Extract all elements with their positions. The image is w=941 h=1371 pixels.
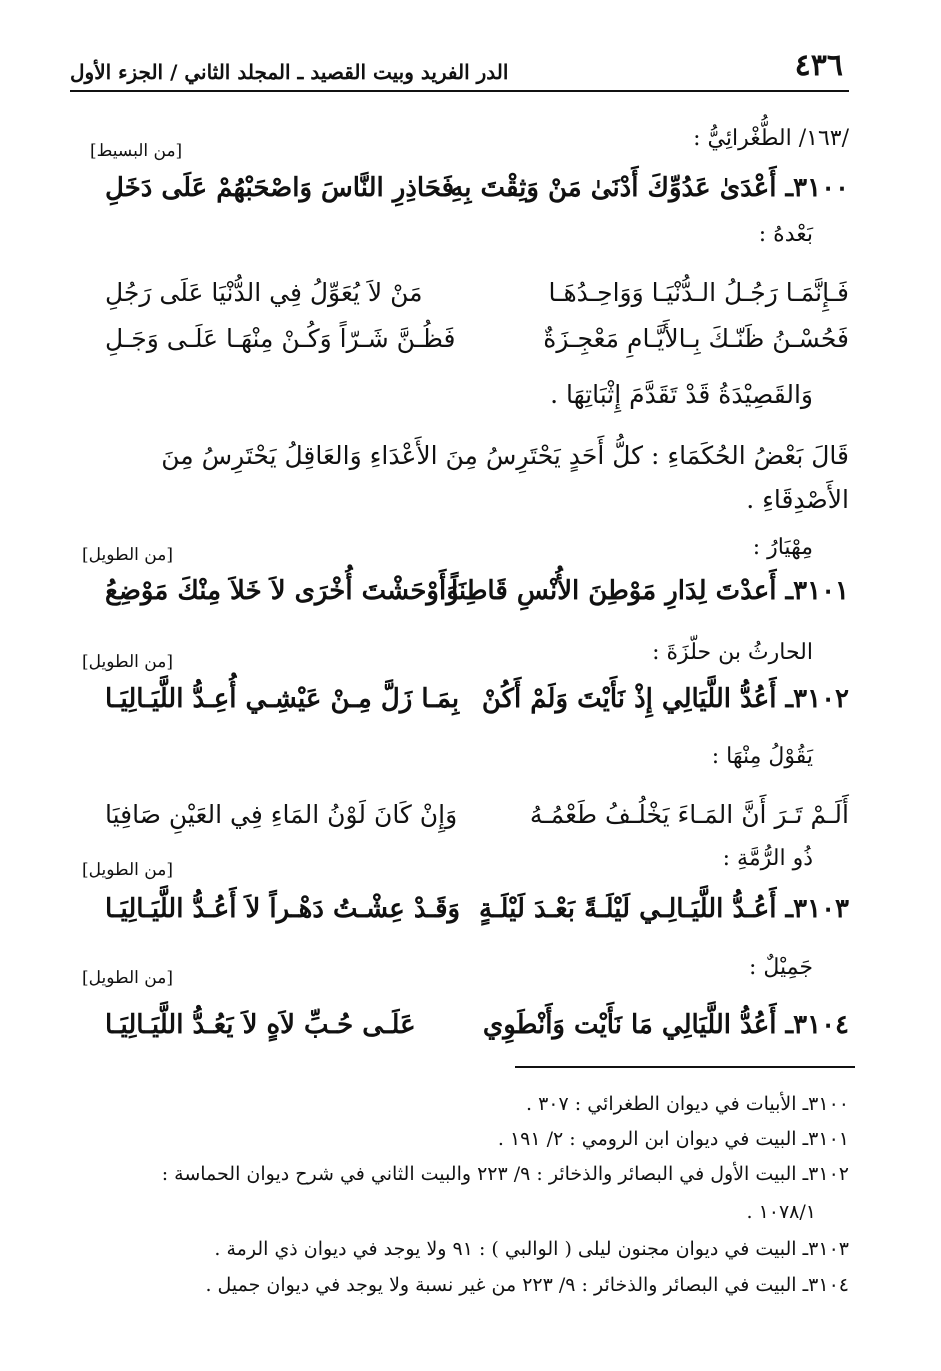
poet-name: جَمِيْلٌ :	[748, 955, 813, 980]
couplet-left: وَإِنْ كَانَ لَوْنُ المَاءِ فِي العَيْنِ صَافِيَا	[105, 800, 458, 829]
footnote: ٣١٠٣ـ البيت في ديوان مجنون ليلى ( الوالبي ) : ٩١ ولا يوجد في ديوان ذي الرمة .	[214, 1238, 849, 1260]
couplet-left: مَنْ لاَ يُعَوِّلُ فِي الدُّنْيَا عَلَى رَجُلِ	[105, 278, 423, 307]
meter-label: [من الطويل]	[82, 652, 173, 672]
couplet-right: فَحُسْـنُ ظَنّـكَ بِـالأَيَّـامِ مَعْجِـزَةٌ	[543, 324, 849, 353]
footnote-divider	[515, 1066, 855, 1068]
verse-right-hemistich: ٣١٠٠ـ أَعْدَىٰ عَدُوِّكَ أَدْنَىٰ مَنْ وَثِقْتَ بِهِ	[450, 173, 849, 203]
poet-name: مِهْيَارُ :	[752, 535, 813, 560]
meter-label: [من البسيط]	[90, 141, 183, 161]
verse-right-hemistich: ٣١٠٤ـ أَعُدُّ اللَّيَالِي مَا نَأَيْت وَأَنْطَوِي	[482, 1010, 849, 1040]
poet-name: /١٦٣/ الطُّغْرائِيُّ :	[693, 126, 849, 151]
verse-right-hemistich: ٣١٠٣ـ أَعُـدُّ اللَّيَـالِـي لَيْلَـةً بَعْـدَ لَيْلَـةٍ	[479, 894, 849, 924]
prose-line: قَالَ بَعْضُ الحُكَمَاءِ : كلُّ أَحَدٍ يَحْتَرِسُ مِنَ الأَعْدَاءِ وَالعَاقِلُ يَحْتَرِسُ مِنَ	[161, 441, 849, 470]
footnote-continuation: ١٠٧٨/١ .	[746, 1201, 816, 1223]
verse-left-hemistich: وَقَـدْ عِشْـتُ دَهْـراً لاَ أَعُـدُّ اللَّيَـالِيَـا	[105, 894, 461, 924]
verse-left-hemistich: وَأَوْحَشْتَ أُخْرَى لاَ خَلاَ مِنْكَ مَوْضِعُ	[105, 576, 459, 606]
meter-label: [من الطويل]	[82, 968, 173, 988]
poet-name: الحارثُ بن حلّزَةَ :	[652, 640, 813, 665]
page-number: ٤٣٦	[794, 48, 843, 83]
section-label: بَعْدهُ :	[758, 222, 813, 247]
verse-left-hemistich: عَلَـى حُـبِّ لاَهٍ لاَ يَعُـدُّ اللَّيَـالِيَـا	[105, 1010, 416, 1040]
footnote: ٣١٠٤ـ البيت في البصائر والذخائر : ٩/ ٢٢٣ من غير نسبة ولا يوجد في ديوان جميل .	[205, 1274, 849, 1296]
verse-left-hemistich: بِمَـا زَلَّ مِـنْ عَيْشِـي أُعِـدُّ اللَّيَـالِيَـا	[105, 684, 460, 714]
verse-right-hemistich: ٣١٠٢ـ أَعُدُّ اللَّيَالِي إِذْ نَأَيْتَ وَلَمْ أَكُنْ	[481, 684, 849, 714]
footnote: ٣١٠١ـ البيت في ديوان ابن الرومي : ٢/ ١٩١ .	[497, 1128, 849, 1150]
verse-right-hemistich: ٣١٠١ـ أَعدْتَ لِدَارِ مَوْطِنَ الأُنْسِ قَاطِنَاً	[450, 576, 849, 606]
running-title: الدر الفريد وبيت القصيد ـ المجلد الثاني / الجزء الأول	[70, 60, 509, 84]
verse-left-hemistich: فَحَاذِرِ النَّاسَ وَاصْحَبْهُمْ عَلَى دَخَلِ	[105, 173, 455, 203]
couplet-right: أَلَـمْ تَـرَ أَنَّ المَـاءَ يَخْلُـفُ طَعْمُـهُ	[529, 800, 849, 829]
couplet-left: فَظُـنَّ شَـرّاً وَكُـنْ مِنْهَـا عَلَـى وَجَـلِ	[105, 324, 456, 353]
meter-label: [من الطويل]	[82, 860, 173, 880]
meter-label: [من الطويل]	[82, 545, 173, 565]
note-text: وَالقَصِيْدَةُ قَدْ تَقَدَّمَ إِثْبَاتِهَا .	[550, 380, 813, 409]
prose-line: الأَصْدِقَاءِ .	[746, 485, 849, 514]
couplet-right: فَـإِنَّمَـا رَجُـلُ الـدُّنْيَـا وَوَاحِـدُهَـا	[548, 278, 849, 307]
footnote: ٣١٠٢ـ البيت الأول في البصائر والذخائر : ٩/ ٢٢٣ والبيت الثاني في شرح ديوان الحماسة :	[161, 1163, 849, 1185]
section-label: يَقُوْلُ مِنْهَا :	[711, 744, 813, 769]
page-header	[70, 46, 849, 92]
footnote: ٣١٠٠ـ الأبيات في ديوان الطغرائي : ٣٠٧ .	[526, 1093, 849, 1115]
poet-name: ذُو الرُّمَّةِ :	[722, 846, 813, 871]
